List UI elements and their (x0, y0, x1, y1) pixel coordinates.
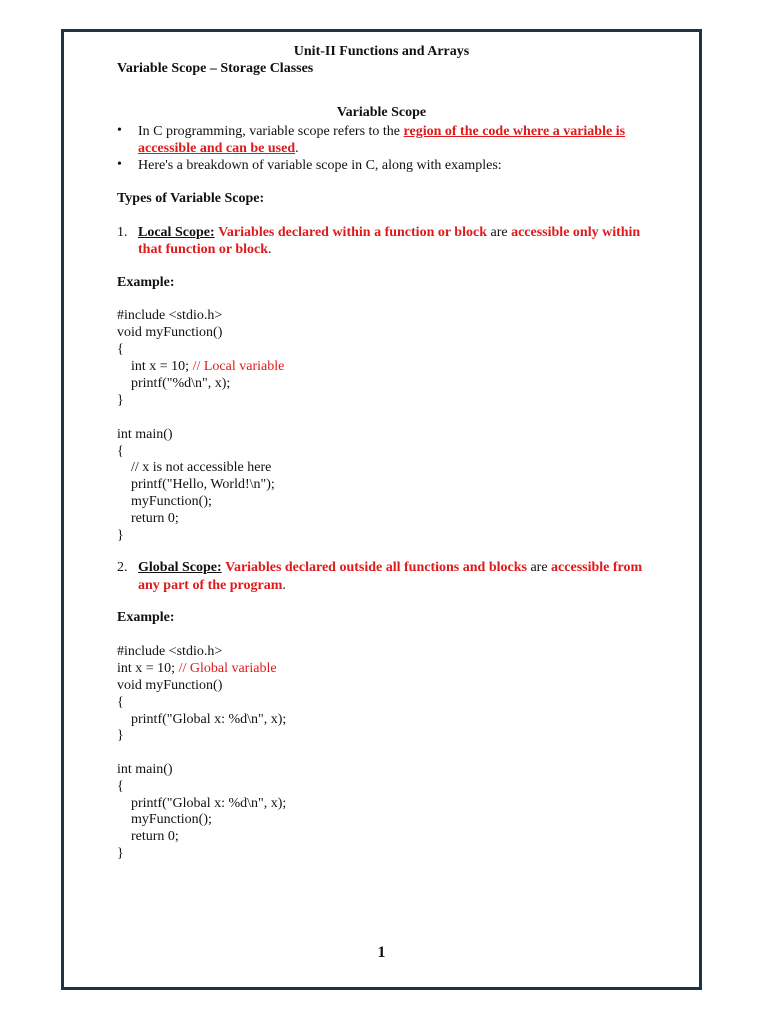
code1-line: return 0; (131, 511, 179, 526)
code2-line: { (117, 779, 124, 794)
code1-line: printf("%d\n", x); (131, 376, 231, 391)
list-number: 1. (117, 225, 128, 240)
page-number: 1 (377, 944, 386, 961)
example-label-2: Example: (117, 610, 175, 625)
code2-line: void myFunction() (117, 678, 223, 693)
code1-line: { (117, 342, 124, 357)
code2-line: int x = 10; // Global variable (117, 661, 277, 676)
code1-line: void myFunction() (117, 325, 223, 340)
code2-line: #include <stdio.h> (117, 644, 223, 659)
code2-line: printf("Global x: %d\n", x); (131, 712, 287, 727)
code1-line: myFunction(); (131, 494, 212, 509)
global-scope-line-1: Global Scope: Variables declared outside all functions and blocks are accessible from (138, 560, 643, 575)
code2-line: int main() (117, 762, 173, 777)
types-heading: Types of Variable Scope: (117, 191, 265, 206)
code2-line: } (117, 846, 124, 861)
code2-line: { (117, 695, 124, 710)
local-scope-line-2: that function or block. (138, 242, 272, 257)
local-scope-line-1: Local Scope: Variables declared within a function or block are accessible only within (138, 225, 641, 240)
global-scope-line-2: any part of the program. (138, 578, 286, 593)
code2-line: } (117, 728, 124, 743)
code2-line: return 0; (131, 829, 179, 844)
code1-line: #include <stdio.h> (117, 308, 223, 323)
document-title: Unit-II Functions and Arrays (293, 44, 470, 59)
bullet-1-line-2: accessible and can be used. (138, 141, 299, 156)
example-label-1: Example: (117, 275, 175, 290)
code1-line: // x is not accessible here (131, 460, 272, 475)
code2-line: printf("Global x: %d\n", x); (131, 796, 287, 811)
code1-line: } (117, 528, 124, 543)
code1-line: } (117, 393, 124, 408)
bullet-dot: • (117, 157, 122, 172)
bullet-2: Here's a breakdown of variable scope in C, along with examples: (138, 158, 502, 173)
code2-line: myFunction(); (131, 812, 212, 827)
code1-line: int x = 10; // Local variable (131, 359, 285, 374)
code1-line: printf("Hello, World!\n"); (131, 477, 275, 492)
bullet-1-line-1: In C programming, variable scope refers to the region of the code where a variable is (138, 124, 626, 139)
bullet-dot: • (117, 123, 122, 138)
document-subtitle: Variable Scope – Storage Classes (117, 61, 314, 76)
list-number: 2. (117, 560, 128, 575)
code1-line: { (117, 444, 124, 459)
section-title: Variable Scope (336, 105, 427, 120)
code1-line: int main() (117, 427, 173, 442)
